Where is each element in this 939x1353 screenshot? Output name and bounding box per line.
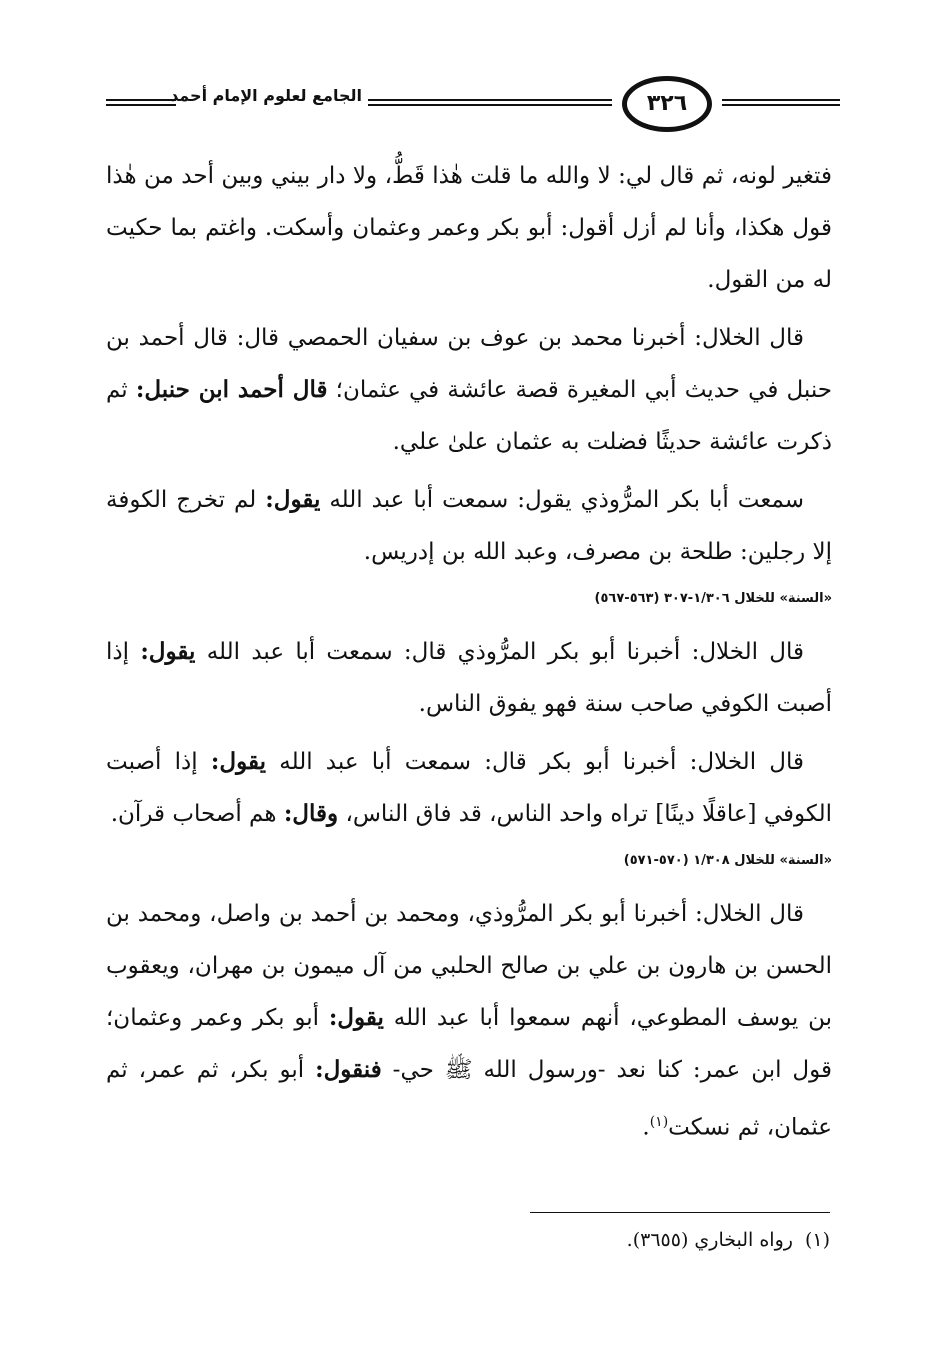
- running-title: الجامع لعلوم الإمام أحمد: [170, 86, 362, 105]
- paragraph-4-part-c: إذا أصبت الكوفي صاحب سنة فهو يفوق الناس.: [106, 639, 832, 717]
- paragraph-5-part-a: قال الخلال: أخبرنا أبو بكر قال: سمعت أبا عبد الله: [279, 749, 805, 775]
- paragraph-6-part-a: قال الخلال: أخبرنا أبو بكر المرُّوذي، ومحمد بن أحمد بن واصل، ومحمد بن الحسن بن هارون بن علي بن صالح الحلبي من آل ميمون بن مهران، ويعقوب بن يوسف المطوعي، أنهم سمعوا أبا عبد الله: [106, 901, 832, 1031]
- page-number: ٣٢٦: [622, 76, 712, 132]
- paragraph-2-part-c: ثم ذكرت عائشة حديثًا فضلت به عثمان علىٰ علي.: [106, 377, 832, 455]
- paragraph-3-part-c: لم تخرج الكوفة إلا رجلين: طلحة بن مصرف، وعبد الله بن إدريس.: [106, 487, 832, 565]
- paragraph-3-part-a: سمعت أبا بكر المرُّوذي يقول: سمعت أبا عبد الله: [329, 487, 805, 513]
- paragraph-1: فتغير لونه، ثم قال لي: لا والله ما قلت هٰذا قَطُّ، ولا دار بيني وبين أحد من هٰذا قول هكذا، وأنا لم أزل أقول: أبو بكر وعمر وعثمان وأسكت. واغتم بما حكيت له من القول.: [106, 163, 832, 293]
- header-rule-left: [106, 99, 176, 106]
- paragraph-2-part-a: قال الخلال: أخبرنا محمد بن عوف بن سفيان الحمصي قال: قال أحمد بن حنبل في حديث أبي المغيرة قصة عائشة في عثمان؛: [106, 325, 833, 403]
- paragraph-5-part-c: إذا أصبت الكوفي [عاقلًا دينًا] تراه واحد الناس، قد فاق الناس،: [106, 749, 832, 827]
- paragraph-6-end: .: [642, 1114, 650, 1141]
- paragraph-4-bold: يقول:: [140, 638, 196, 665]
- footnote-reference[interactable]: (١): [649, 1114, 669, 1130]
- header-rule-middle: [368, 99, 612, 106]
- source-citation-2: «السنة» للخلال ١/٣٠٨ (٥٧٠-٥٧١): [623, 853, 832, 868]
- page-header: [100, 72, 840, 132]
- paragraph-5-bold-2: وقال:: [283, 800, 339, 827]
- paragraph-6-bold-1: يقول:: [328, 1004, 384, 1031]
- paragraph-3: [106, 474, 832, 578]
- paragraph-6-bold-2: فنقول:: [315, 1056, 382, 1083]
- paragraph-5-bold-1: يقول:: [210, 748, 267, 775]
- paragraph-6-part-c: أبو بكر وعمر وعثمان؛ قول ابن عمر: كنا نعد -ورسول الله ﷺ حي-: [106, 1005, 833, 1083]
- header-rule-right: [722, 99, 840, 106]
- paragraph-2: [106, 312, 832, 468]
- paragraph-6-part-e: أبو بكر، ثم عمر، ثم عثمان، ثم نسكت: [106, 1057, 832, 1141]
- source-citation-1: «السنة» للخلال ١/٣٠٦-٣٠٧ (٥٦٣-٥٦٧): [594, 591, 832, 606]
- footnote-separator: [530, 1212, 830, 1213]
- page-body: [106, 150, 832, 1154]
- footnote-text: رواه البخاري (٣٦٥٥).: [626, 1229, 793, 1251]
- paragraph-3-bold: يقول:: [265, 486, 321, 513]
- paragraph-4-part-a: قال الخلال: أخبرنا أبو بكر المرُّوذي قال: سمعت أبا عبد الله: [206, 639, 805, 665]
- footnote-number: (١): [804, 1229, 830, 1251]
- paragraph-5: [106, 736, 832, 840]
- paragraph-6: [106, 888, 832, 1154]
- paragraph-5-part-e: هم أصحاب قرآن.: [110, 801, 277, 827]
- paragraph-4: [106, 626, 832, 730]
- footnote: [106, 1222, 830, 1258]
- paragraph-2-bold: قال أحمد ابن حنبل:: [135, 376, 328, 403]
